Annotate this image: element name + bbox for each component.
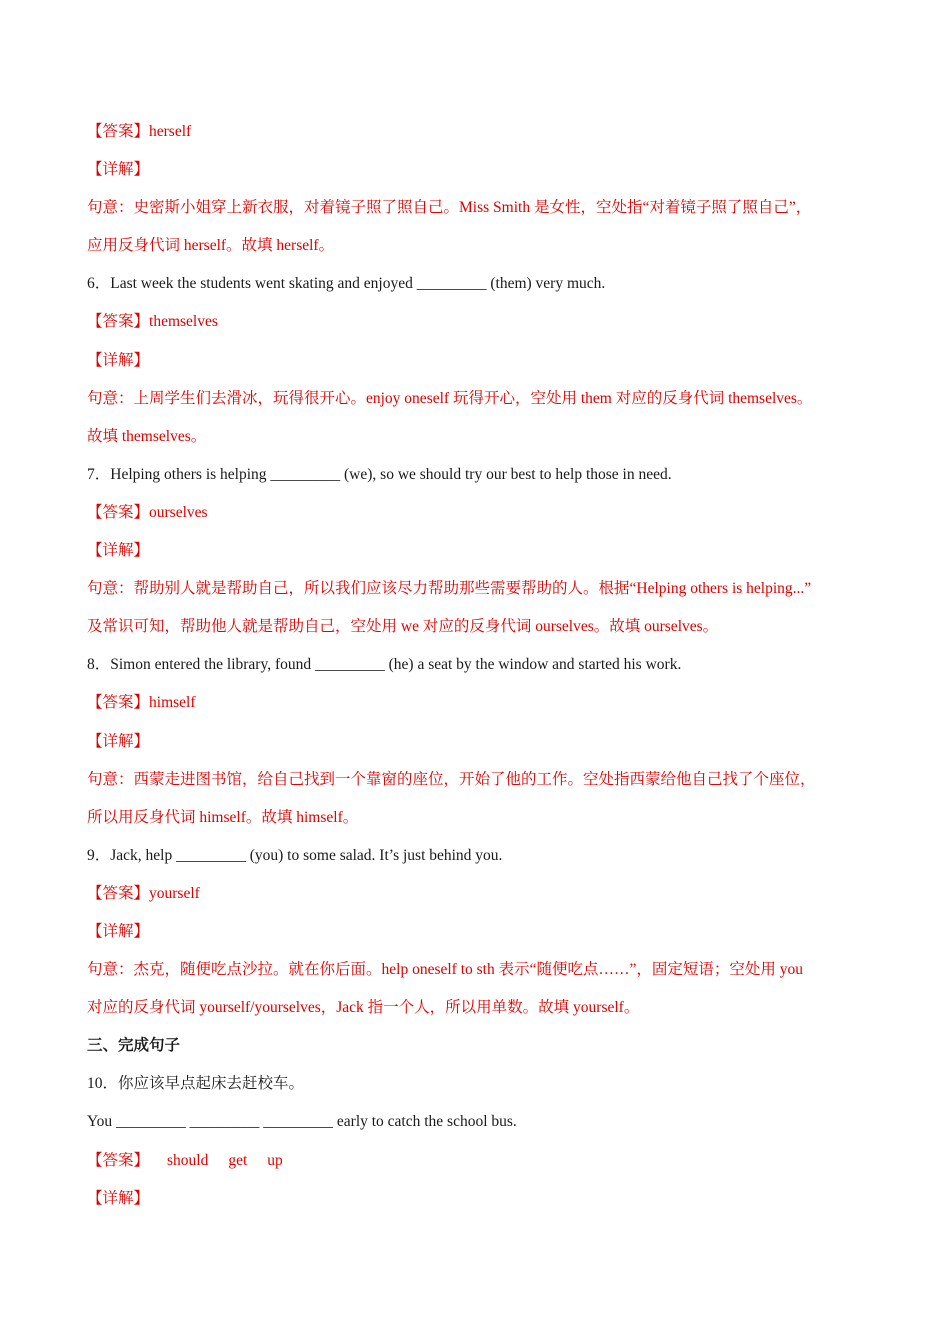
explanation-line: 及常识可知，帮助他人就是帮助自己，空处用 we 对应的反身代词 ourselves。故填 ourselves。 <box>87 618 719 636</box>
explanation-line: 应用反身代词 herself。故填 herself。 <box>87 237 335 255</box>
question-text: 8．Simon entered the library, found _________ (he) a seat by the window and started his work. <box>87 656 682 674</box>
answer-text: get <box>228 1151 248 1169</box>
section-heading: 三、完成句子 <box>87 1037 181 1055</box>
answer-line <box>87 494 877 532</box>
answer-label: 【答案】 <box>87 313 150 331</box>
explanation-line: 句意：史密斯小姐穿上新衣服，对着镜子照了照自己。Miss Smith 是女性，空处指“对着镜子照了照自己”， <box>87 199 812 217</box>
answer-text: should <box>167 1151 209 1169</box>
answer-label: 【答案】 <box>87 694 150 712</box>
explanation-line: 故填 themselves。 <box>87 427 207 445</box>
explanation-line: 所以用反身代词 himself。故填 himself。 <box>87 808 359 826</box>
answer-label: 【答案】 <box>87 884 150 902</box>
answer-label: 【答案】 <box>87 503 150 521</box>
answer-line <box>87 684 877 722</box>
answer-label: 【答案】 <box>87 123 150 140</box>
answer-text: up <box>267 1151 283 1169</box>
question-text-cn: 10．你应该早点起床去赶校车。 <box>87 1075 305 1093</box>
answer-label: 【答案】 <box>87 1151 150 1169</box>
detail-label: 【详解】 <box>87 1189 150 1207</box>
document-page <box>87 113 877 1218</box>
detail-label: 【详解】 <box>87 922 150 940</box>
detail-label: 【详解】 <box>87 351 150 369</box>
explanation-line: 句意：上周学生们去滑冰，玩得很开心。enjoy oneself 玩得开心，空处用 them 对应的反身代词 themselves。 <box>87 389 813 407</box>
answer-text: himself <box>149 694 196 712</box>
explanation-line: 对应的反身代词 yourself/yourselves，Jack 指一个人，所以用单数。故填 yourself。 <box>87 999 640 1017</box>
detail-label: 【详解】 <box>87 542 150 560</box>
answer-line <box>87 113 877 151</box>
answer-line <box>87 303 877 341</box>
answer-line <box>87 1142 877 1180</box>
detail-label: 【详解】 <box>87 732 150 750</box>
answer-line <box>87 875 877 913</box>
question-text-en: You _________ _________ _________ early to catch the school bus. <box>87 1113 517 1131</box>
explanation-line: 句意：杰克，随便吃点沙拉。就在你后面。help oneself to sth 表示“随便吃点……”，固定短语；空处用 you <box>87 961 803 979</box>
answer-text: yourself <box>149 884 200 902</box>
question-text: 9．Jack, help _________ (you) to some salad. It’s just behind you. <box>87 846 503 864</box>
answer-text: ourselves <box>149 503 208 521</box>
question-text: 6．Last week the students went skating and enjoyed _________ (them) very much. <box>87 275 606 293</box>
question-text: 7．Helping others is helping _________ (we), so we should try our best to help those in need. <box>87 465 672 483</box>
detail-label: 【详解】 <box>87 161 150 179</box>
answer-text: themselves <box>149 313 218 331</box>
explanation-line: 句意：帮助别人就是帮助自己，所以我们应该尽力帮助那些需要帮助的人。根据“Helping others is helping...” <box>87 580 812 598</box>
explanation-line: 句意：西蒙走进图书馆，给自己找到一个靠窗的座位，开始了他的工作。空处指西蒙给他自己找了个座位， <box>87 770 816 788</box>
answer-text: herself <box>149 123 192 140</box>
